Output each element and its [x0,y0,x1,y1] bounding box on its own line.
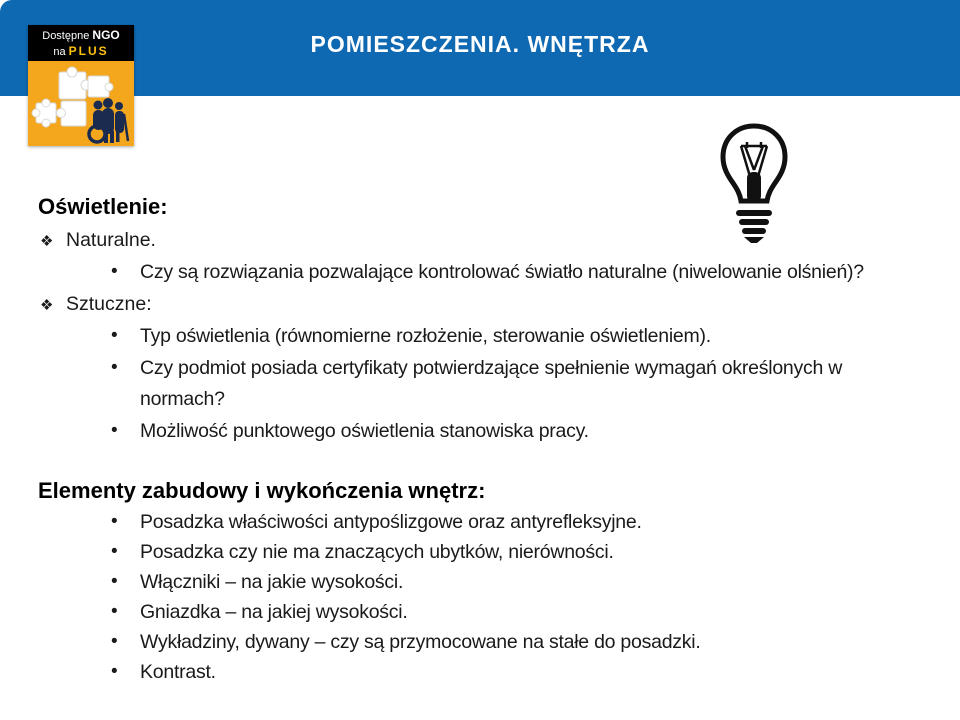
list-item-text: Posadzka czy nie ma znaczących ubytków, nierówności. [140,541,614,563]
dot-bullet: • [111,631,118,652]
dot-bullet: • [111,261,118,282]
list-item-text: Posadzka właściwości antypoślizgowe oraz antyrefleksyjne. [140,511,642,533]
list-item-text: Możliwość punktowego oświetlenia stanowiska pracy. [140,420,589,442]
dot-bullet: • [111,601,118,622]
logo [28,25,134,146]
list-item-text: Czy podmiot posiada certyfikaty potwierdzające spełnienie wymagań określonych w [140,357,843,379]
logo-line2 [28,44,134,60]
section-heading-oswietlenie: Oświetlenie: [38,194,168,219]
list-item [0,420,960,450]
dot-bullet: • [111,357,118,378]
logo-line2-bold: PLUS [68,44,109,58]
list-item-text: Kontrast. [140,661,216,683]
diamond-bullet: ❖ [40,297,54,314]
disability-figures-icon [93,98,124,143]
section-heading-elementy: Elementy zabudowy i wykończenia wnętrz: [38,478,486,503]
list-item-text: normach? [140,388,225,410]
diamond-bullet: ❖ [40,233,54,250]
list-item [0,661,960,691]
list-item-text: Wykładziny, dywany – czy są przymocowane na stałe do posadzki. [140,631,701,653]
list-item-text: Czy są rozwiązania pozwalające kontrolować światło naturalne (niwelowanie olśnień)? [140,261,864,283]
list-item [0,541,960,571]
logo-line1 [28,28,134,44]
list-item-text: Typ oświetlenia (równomierne rozłożenie, sterowanie oświetleniem). [140,325,711,347]
list-item [0,357,960,387]
list-item-text: Włączniki – na jakie wysokości. [140,571,404,593]
dot-bullet: • [111,571,118,592]
list-item-text: Naturalne. [66,229,156,251]
dot-bullet: • [111,325,118,346]
logo-line1-bold: NGO [92,28,120,42]
dot-bullet: • [111,541,118,562]
list-item [0,571,960,601]
list-item [0,261,960,291]
list-item [0,511,960,541]
list-item-continuation [0,388,960,418]
logo-graphic-area [28,61,134,146]
list-item [0,601,960,631]
slide-title: POMIESZCZENIA. WNĘTRZA [310,31,650,57]
list-item [0,325,960,355]
logo-line1-regular: Dostępne [42,30,90,42]
list-item-text: Gniazdka – na jakiej wysokości. [140,601,408,623]
lightbulb-icon [714,120,794,245]
list-item [0,229,960,259]
puzzle-accessibility-icon [28,61,134,146]
dot-bullet: • [111,511,118,532]
list-item [0,293,960,323]
dot-bullet: • [111,420,118,441]
logo-text-block [28,25,134,61]
list-item-text: Sztuczne: [66,293,152,315]
dot-bullet: • [111,661,118,682]
logo-line2-regular: na [53,46,66,58]
list-item [0,631,960,661]
